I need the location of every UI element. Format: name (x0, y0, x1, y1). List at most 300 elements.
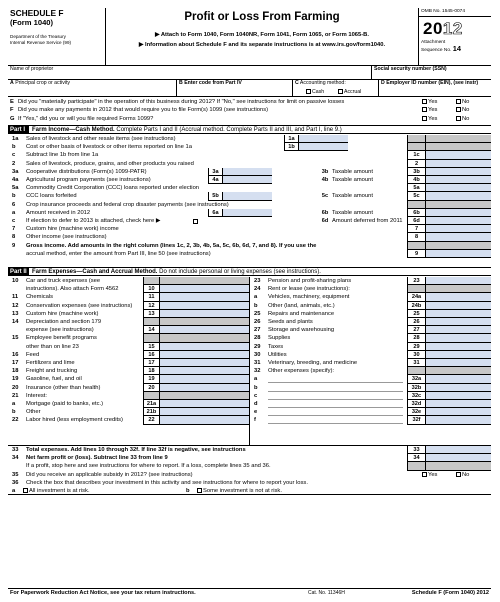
expense-line (250, 375, 491, 383)
attachment-label: Attachment (421, 39, 446, 45)
line-number: f (254, 417, 256, 424)
line-g: G If "Yes," did you or will you file required Forms 1099? Yes No (10, 115, 470, 122)
gray-cell (159, 392, 249, 400)
f-no[interactable]: No (455, 106, 469, 114)
footer-form-id: Schedule F (Form 1040) 2012 (411, 590, 489, 596)
sequence-label: Sequence No. (421, 48, 452, 54)
expense-line-label: 26 (407, 318, 425, 326)
gray-cell (425, 201, 491, 209)
omb-block (418, 8, 491, 66)
expense-amount-field[interactable] (425, 318, 491, 326)
right-line-label: 7 (407, 225, 425, 233)
some-not-at-risk-option[interactable]: Some investment is not at risk. (196, 487, 282, 495)
line-description: Taxes (268, 343, 284, 350)
form-title: Profit or Loss From Farming (184, 11, 340, 23)
cash-checkbox[interactable] (306, 89, 311, 94)
expense-line (8, 384, 249, 392)
expense-line (250, 293, 491, 301)
part1-line (8, 160, 491, 168)
line-amount-field[interactable] (425, 168, 491, 176)
expense-line (250, 277, 491, 285)
line-number: 8 (12, 234, 16, 241)
line-amount-field[interactable] (425, 225, 491, 233)
all-at-risk-option[interactable]: All investment is at risk. (22, 487, 90, 495)
expense-amount-field[interactable] (425, 392, 491, 400)
line-35-no-checkbox[interactable] (456, 472, 461, 477)
expense-line (250, 400, 491, 408)
omb-number: OMB No. 1545-0074 (419, 8, 491, 17)
line-description: Commodity Credit Corporation (CCC) loans reported under election (26, 185, 200, 192)
expense-line-label: 15 (143, 343, 159, 351)
line-description: Vehicles, machinery, equipment (268, 294, 350, 301)
expense-amount-field[interactable] (159, 367, 249, 375)
form-number: (Form 1040) (10, 17, 54, 27)
expense-amount-field[interactable] (425, 359, 491, 367)
expense-amount-field[interactable] (425, 343, 491, 351)
expense-line (250, 367, 491, 375)
part-1-lines (8, 135, 491, 267)
line-35-yes-checkbox[interactable] (422, 472, 427, 477)
taxable-label: Taxable amount (332, 177, 373, 183)
ssn-label: Social security number (SSN) (374, 66, 447, 72)
g-yes-checkbox[interactable] (422, 116, 427, 121)
line-number: a (254, 294, 258, 301)
expense-line-label: 14 (143, 326, 159, 334)
expense-line-label: 23 (407, 277, 425, 285)
expense-line (250, 392, 491, 400)
f-yes-checkbox[interactable] (422, 107, 427, 112)
line-35-no[interactable]: No (455, 471, 469, 479)
expense-amount-field[interactable] (159, 285, 249, 293)
expense-amount-field[interactable] (159, 293, 249, 301)
line-number: a (254, 376, 258, 383)
line-description: Pension and profit-sharing plans (268, 278, 352, 284)
expense-line-label: 10 (143, 285, 159, 293)
expense-amount-field[interactable] (425, 277, 491, 285)
line-number: 23 (254, 278, 261, 284)
part1-line (8, 233, 491, 241)
taxable-label: Amount deferred from 2011 (332, 218, 403, 224)
line-number: 3a (12, 168, 19, 175)
right-line-label: 3b (407, 168, 425, 176)
line-34: 34 Net farm profit or (loss). Subtract line 33 from line 9 34 (8, 454, 491, 462)
ssn-field[interactable] (371, 66, 491, 79)
expense-line (250, 310, 491, 318)
abcd-row (8, 80, 491, 97)
line-number: b (12, 144, 16, 151)
g-no[interactable]: No (455, 115, 469, 123)
line-description: Conservation expenses (see instructions) (26, 302, 133, 309)
attach-instruction: ▶ Attach to Form 1040, Form 1040NR, Form 1041, Form 1065, or Form 1065-B. (155, 32, 369, 39)
line-a: A Principal crop or activity (10, 80, 70, 86)
part-2-left-column (8, 277, 250, 445)
inner-amount-field[interactable] (222, 176, 272, 184)
expense-line-label: 18 (143, 367, 159, 375)
expense-amount-field[interactable] (159, 375, 249, 383)
line-description: Insurance (other than health) (26, 384, 101, 391)
right-line-label: 6d (407, 217, 425, 225)
expense-line (250, 318, 491, 326)
gray-cell (159, 334, 249, 342)
expense-line (8, 367, 249, 375)
line-number: b (254, 302, 258, 309)
line-description: Car and truck expenses (see (26, 278, 101, 284)
expense-amount-field[interactable] (425, 293, 491, 301)
part-2-right-column (250, 277, 491, 445)
line-34-label: 34 (407, 454, 425, 462)
line-description: Sales of livestock, produce, grains, and other products you raised (26, 160, 194, 167)
gray-cell (159, 277, 249, 285)
part1-line (8, 242, 491, 258)
inner-amount-field[interactable] (222, 209, 272, 217)
inner-amount-field[interactable] (298, 135, 348, 143)
line-description: Fertilizers and lime (26, 360, 75, 366)
line-amount-field[interactable] (425, 233, 491, 241)
line-number: a (12, 401, 16, 407)
line-number: 30 (254, 351, 261, 358)
expense-line-label: 19 (143, 375, 159, 383)
line-number: a (12, 209, 16, 216)
gray-cell (407, 367, 425, 375)
activity-code-field[interactable] (176, 80, 292, 96)
expense-line (8, 392, 249, 400)
expense-line (8, 318, 249, 334)
inner-line-label: 4a (208, 176, 222, 184)
expense-line-label: 16 (143, 351, 159, 359)
right-line-label: 9 (407, 250, 425, 258)
f-no-checkbox[interactable] (456, 107, 461, 112)
line-number: 7 (12, 226, 16, 233)
line-35-yes[interactable]: Yes (421, 471, 437, 479)
name-row (8, 66, 491, 80)
part-1-header (8, 125, 491, 134)
line-number: 12 (12, 302, 19, 309)
line-35: 35 Did you receive an applicable subsidy in 2012? (see instructions) Yes No (12, 471, 470, 478)
expense-amount-field[interactable] (159, 359, 249, 367)
expense-amount-field[interactable] (425, 384, 491, 392)
line-description: Gasoline, fuel, and oil (26, 376, 82, 383)
line-number: 28 (254, 335, 261, 342)
part1-line (8, 209, 491, 217)
line-number: b (12, 193, 16, 200)
line-description: Gross income. Add amounts in the right column (lines 1c, 2, 3b, 4b, 5a, 5c, 6b, 6d, 7, and 8). If you use the (26, 242, 317, 249)
line-description: Mortgage (paid to banks, etc.) (26, 401, 104, 407)
line-number: b (12, 409, 16, 416)
gray-cell (425, 143, 491, 151)
expense-line-label: 29 (407, 343, 425, 351)
expense-line (250, 285, 491, 293)
expense-line-label: 25 (407, 310, 425, 318)
expense-line (8, 400, 249, 408)
expense-line-label: 31 (407, 359, 425, 367)
sequence-number: 14 (452, 44, 461, 54)
line-34-note: If a profit, stop here and see instructions for where to report. If a loss, complete lines 35 and 36. (8, 462, 491, 470)
expense-amount-field[interactable] (159, 343, 249, 351)
part1-line (8, 135, 491, 143)
inner-line-label: 3a (208, 168, 222, 176)
expense-line (250, 334, 491, 342)
line-number: 29 (254, 343, 261, 350)
expense-line (250, 359, 491, 367)
expense-line-label: 12 (143, 302, 159, 310)
line-number: e (254, 409, 258, 416)
expense-amount-field[interactable] (425, 375, 491, 383)
year-suffix: 12 (442, 19, 463, 38)
gray-cell (425, 285, 491, 293)
line-34-amount[interactable] (425, 454, 491, 462)
e-yes[interactable]: Yes (421, 98, 437, 106)
line-amount-field[interactable] (425, 209, 491, 217)
expense-line (8, 416, 249, 424)
right-line-label: 5a (407, 184, 425, 192)
line-description: Storage and warehousing (268, 327, 335, 334)
form-identifier (8, 8, 106, 66)
line-number: 6 (12, 201, 16, 208)
e-no-checkbox[interactable] (456, 99, 461, 104)
line-description: Depreciation and section 179 (26, 319, 102, 325)
line-33-amount[interactable] (425, 446, 491, 454)
expense-line (8, 293, 249, 301)
gray-cell (143, 392, 159, 400)
expense-line (8, 310, 249, 318)
expense-amount-field[interactable] (425, 326, 491, 334)
line-description: Labor hired (less employment credits) (26, 417, 123, 424)
line-description: CCC loans forfeited (26, 193, 77, 200)
right-line-label: 2 (407, 160, 425, 168)
expense-line (250, 416, 491, 424)
accrual-checkbox[interactable] (338, 89, 343, 94)
expense-amount-field[interactable] (159, 416, 249, 424)
expense-line (250, 343, 491, 351)
line-amount-field[interactable] (425, 192, 491, 200)
line-description: Feed (26, 351, 40, 358)
line-amount-field[interactable] (425, 176, 491, 184)
expense-line-label: 11 (143, 293, 159, 301)
gray-cell (407, 143, 425, 151)
line-number: 1a (12, 136, 19, 142)
ein-field[interactable] (378, 80, 491, 96)
line-description: Chemicals (26, 294, 54, 301)
gray-cell (407, 285, 425, 293)
line-number: 22 (12, 417, 19, 424)
gray-cell (425, 367, 491, 375)
gray-cell (407, 201, 425, 209)
line-33: 33 Total expenses. Add lines 10 through 32f. If line 32f is negative, see instructions 33 (8, 446, 491, 454)
part1-line (8, 201, 491, 209)
mid-line-label: 3b (321, 168, 329, 175)
expense-amount-field[interactable] (159, 326, 249, 334)
paperwork-notice: For Paperwork Reduction Act Notice, see your tax return instructions. (10, 590, 196, 596)
expense-amount-field[interactable] (159, 351, 249, 359)
g-no-checkbox[interactable] (456, 116, 461, 121)
accrual-option[interactable]: Accrual (337, 89, 361, 96)
line-36-options: a All investment is at risk. b Some investment is not at risk. (8, 487, 491, 495)
mid-line-label: 5c (321, 193, 329, 200)
line-c: C Accounting method: (295, 80, 346, 86)
expense-line-label: 32a (407, 375, 425, 383)
expense-amount-field[interactable] (159, 302, 249, 310)
other-expense-description[interactable] (268, 423, 403, 424)
line-number: 15 (12, 335, 19, 342)
expense-amount-field[interactable] (425, 302, 491, 310)
part1-line (8, 192, 491, 200)
expense-line (8, 375, 249, 383)
taxable-label: Taxable amount (332, 193, 373, 200)
line-description: Agricultural program payments (see instructions) (26, 177, 151, 183)
right-line-label: 5c (407, 192, 425, 200)
inner-amount-field[interactable] (222, 168, 272, 176)
expense-line-label: 21a (143, 400, 159, 408)
line-description: Cost or other basis of livestock or other items reported on line 1a (26, 144, 192, 151)
all-at-risk-checkbox[interactable] (23, 488, 28, 493)
line-amount-field[interactable] (425, 151, 491, 159)
part1-line (8, 176, 491, 184)
line-number: c (12, 218, 16, 224)
expense-line-label: 27 (407, 326, 425, 334)
expense-line (8, 351, 249, 359)
line-description-cont: other than on line 23 (26, 343, 79, 350)
line-number: 26 (254, 319, 261, 325)
line-description: If election to defer to 2013 is attached, check here ▶ (26, 218, 161, 224)
line-amount-field[interactable] (425, 217, 491, 225)
line-number: 2 (12, 160, 16, 167)
department (10, 34, 103, 45)
schedule-name: SCHEDULE F (10, 8, 64, 18)
e-yes-checkbox[interactable] (422, 99, 427, 104)
expense-amount-field[interactable] (425, 400, 491, 408)
expense-amount-field[interactable] (425, 351, 491, 359)
mid-line-label: 6b (321, 209, 329, 216)
expense-line-label: 30 (407, 351, 425, 359)
line-number: 18 (12, 368, 19, 375)
gray-cell (159, 318, 249, 326)
line-number: 4a (12, 177, 19, 183)
line-amount-field[interactable] (425, 250, 491, 258)
expense-line-label: 22 (143, 416, 159, 424)
form-footer (8, 588, 491, 598)
f-yes[interactable]: Yes (421, 106, 437, 114)
expense-amount-field[interactable] (425, 310, 491, 318)
gray-cell (407, 462, 425, 470)
line-description: Utilities (268, 351, 287, 358)
line-description: Repairs and maintenance (268, 310, 335, 317)
defer-election-checkbox[interactable] (193, 219, 198, 224)
info-instruction: ▶ Information about Schedule F and its separate instructions is at www.irs.gov/form1040. (138, 41, 386, 48)
right-line-label: 4b (407, 176, 425, 184)
inner-line-label: 5b (208, 192, 222, 200)
dept-line-1: Department of the Treasury (10, 34, 66, 40)
e-no[interactable]: No (455, 98, 469, 106)
line-number: 20 (12, 384, 19, 391)
line-number: 24 (254, 286, 261, 293)
line-amount-field[interactable] (425, 184, 491, 192)
line-number: 14 (12, 319, 19, 325)
expense-amount-field[interactable] (159, 400, 249, 408)
expense-line-label: 32e (407, 408, 425, 416)
expense-amount-field[interactable] (425, 334, 491, 342)
expense-line-label: 17 (143, 359, 159, 367)
line-number: 31 (254, 360, 261, 366)
part1-line (8, 217, 491, 225)
expense-line-label: 21b (143, 408, 159, 416)
line-number: 11 (12, 294, 19, 301)
lines-33-36 (8, 445, 491, 515)
line-description: Seeds and plants (268, 319, 313, 325)
part1-line (8, 151, 491, 159)
inner-amount-field[interactable] (298, 143, 348, 151)
expense-line-label: 24b (407, 302, 425, 310)
right-line-label: 6b (407, 209, 425, 217)
line-number: 9 (12, 242, 16, 249)
mid-line-label: 6d (321, 218, 329, 224)
expense-amount-field[interactable] (159, 408, 249, 416)
proprietor-label: Name of proprietor (10, 66, 54, 72)
part-2-title: Farm Expenses—Cash and Accrual Method. Do not include personal or living expenses (see instructions). (32, 269, 321, 275)
inner-amount-field[interactable] (222, 192, 272, 200)
line-description: Other expenses (specify): (268, 368, 335, 375)
expense-line-label: 13 (143, 310, 159, 318)
line-number: 13 (12, 310, 19, 317)
inner-line-label: 1a (284, 135, 298, 143)
expense-amount-field[interactable] (159, 384, 249, 392)
line-number: 17 (12, 360, 19, 366)
gray-cell (143, 277, 159, 285)
line-description-cont: instructions). Also attach Form 4562 (26, 286, 119, 293)
expense-amount-field[interactable] (425, 416, 491, 424)
dept-line-2: Internal Revenue Service (99) (10, 40, 72, 46)
form-title-block (106, 8, 418, 66)
expense-line-label: 32d (407, 400, 425, 408)
schedule-f-form (8, 8, 491, 598)
gray-cell (425, 242, 491, 250)
inner-line-label: 6a (208, 209, 222, 217)
right-line-label: 1c (407, 151, 425, 159)
line-description: Rent or lease (see instructions): (268, 286, 350, 293)
expense-amount-field[interactable] (159, 310, 249, 318)
line-number: 10 (12, 278, 19, 284)
mid-line-label: 4b (321, 177, 329, 183)
part1-line (8, 225, 491, 233)
line-description: Crop insurance proceeds and federal crop disaster payments (see instructions) (26, 201, 229, 208)
cash-option[interactable]: Cash (305, 89, 324, 96)
line-number: 5a (12, 185, 19, 192)
gray-cell (407, 135, 425, 143)
part1-line (8, 168, 491, 176)
line-number: 27 (254, 327, 261, 334)
expense-amount-field[interactable] (425, 408, 491, 416)
line-f: F Did you make any payments in 2012 that would require you to file Form(s) 1099 (see instructions) Yes No (10, 107, 470, 114)
line-number: 32 (254, 368, 261, 375)
part-2-tag: Part II (8, 268, 29, 275)
line-number: c (12, 152, 16, 159)
expense-line-label: 32b (407, 384, 425, 392)
expense-line (250, 302, 491, 310)
line-36: 36 Check the box that describes your investment in this activity and see instructions for where to report your loss. (12, 479, 308, 486)
line-number: c (254, 392, 258, 399)
cat-number: Cat. No. 11346H (308, 590, 345, 596)
line-33-label: 33 (407, 446, 425, 454)
expense-line (250, 351, 491, 359)
gray-cell (425, 135, 491, 143)
line-description: Cooperative distributions (Form(s) 1099-PATR) (26, 168, 147, 175)
some-not-at-risk-checkbox[interactable] (197, 488, 202, 493)
expense-line (8, 359, 249, 367)
line-description: Freight and trucking (26, 368, 78, 375)
g-yes[interactable]: Yes (421, 115, 437, 123)
line-description: Custom hire (machine work) income (26, 226, 119, 233)
form-header (8, 8, 491, 66)
line-amount-field[interactable] (425, 160, 491, 168)
